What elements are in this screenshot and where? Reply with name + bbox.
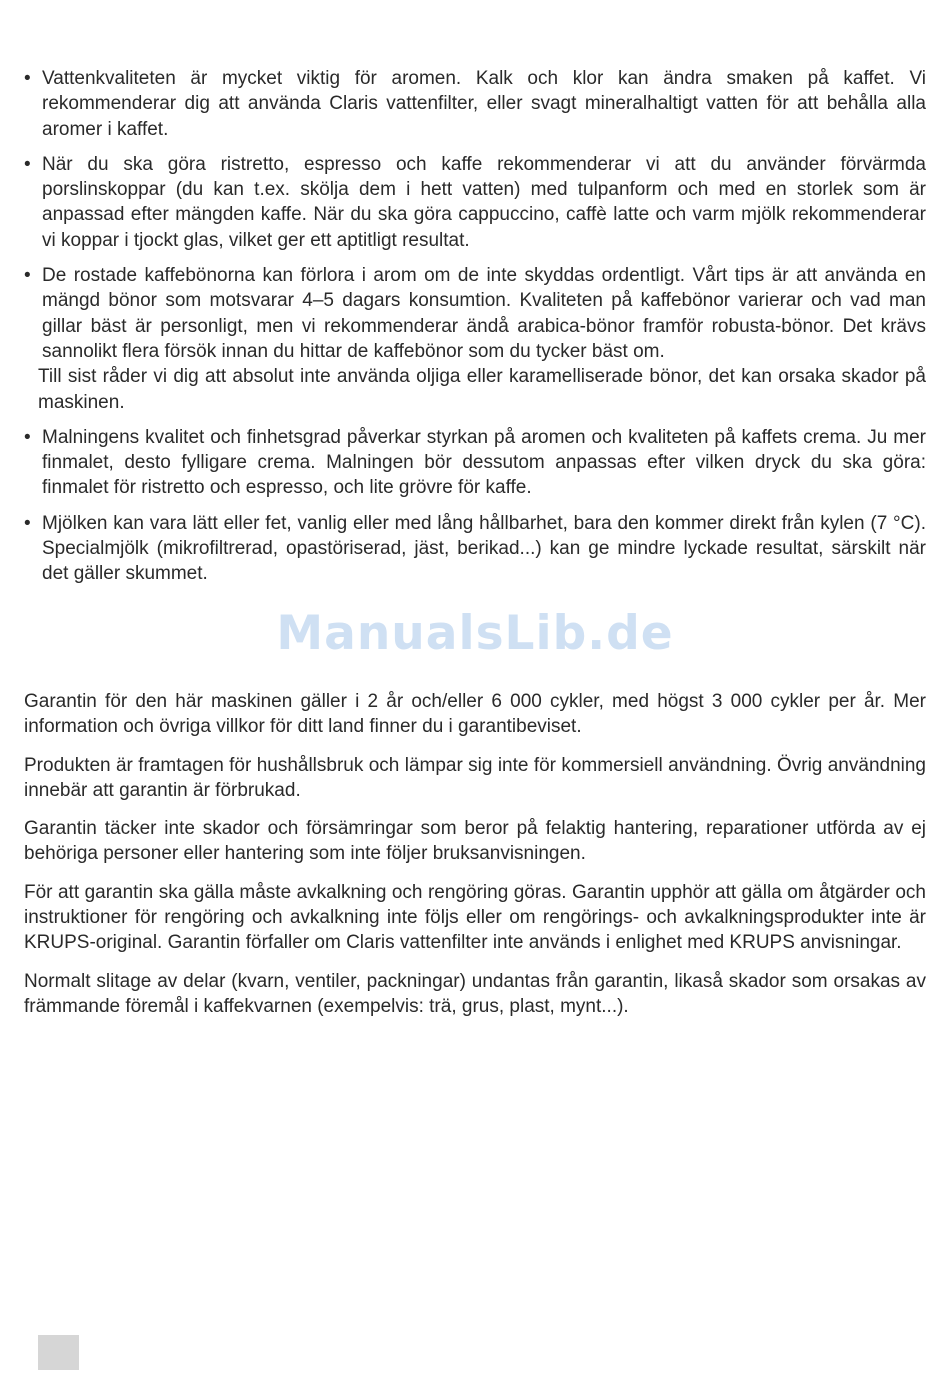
warranty-paragraph: För att garantin ska gälla måste avkalkning och rengöring göras. Garantin upphör att gälla om åtgärder och instruktioner för rengöring och avkalkning inte följs eller om rengörings- och avkalkningsprodukter inte är KRUPS-original. Garantin förfaller om Claris vattenfilter inte används i enlighet med KRUPS anvisningar. xyxy=(24,881,926,954)
tip-text: Vattenkvaliteten är mycket viktig för aromen. Kalk och klor kan ändra smaken på kaffet. Vi rekommenderar dig att använda Claris vattenfilter, eller svagt mineralhaltigt vatten för att behålla alla aromer i kaffet. xyxy=(42,68,926,140)
bullet-marker: • xyxy=(24,68,31,89)
watermark: ManualsLib.de xyxy=(276,606,674,661)
warranty-paragraph: Garantin täcker inte skador och försämringar som beror på felaktig hantering, reparationer utförda av ej behöriga personer eller hantering som inte följer bruksanvisningen. xyxy=(24,818,926,865)
tips-section xyxy=(24,66,926,597)
warranty-paragraph: Normalt slitage av delar (kvarn, ventiler, packningar) undantas från garantin, likaså skador som orsakas av främmande föremål i kaffekvarnen (exempelvis: trä, grus, plast, mynt...). xyxy=(24,970,926,1017)
warranty-paragraph: Garantin för den här maskinen gäller i 2 år och/eller 6 000 cykler, med högst 3 000 cykler per år. Mer information och övriga villkor för ditt land finner du i garantibeviset. xyxy=(24,691,926,738)
bullet-marker: • xyxy=(24,426,31,448)
warranty-paragraph: Produkten är framtagen för hushållsbruk och lämpar sig inte för kommersiell användning. Övrig användning innebär att garantin är förbrukad. xyxy=(24,754,926,801)
tip-text: Malningens kvalitet och finhetsgrad påverkar styrkan på aromen och kvaliteten på kaffets crema. Ju mer finmalet, desto fylligare crema. Malningen bör dessutom anpassas efter vilken dryck du ska göra: finmalet för ristretto och espresso, och lite grövre för kaffe. xyxy=(42,426,926,499)
tip-grinding xyxy=(24,425,926,501)
bullet-marker: • xyxy=(24,265,31,287)
tip-coffee-beans xyxy=(24,263,926,415)
tip-text: När du ska göra ristretto, espresso och kaffe rekommenderar vi att du använder förvärmda porslinskoppar (du kan t.ex. skölja dem i hett vatten) med tulpanform och med en storlek som är anpassad efter mängden kaffe. När du ska göra cappuccino, caffè latte och varm mjölk rekommenderar vi koppar i tjockt glas, vilket ger ett aptitligt resultat. xyxy=(42,153,926,251)
tip-continuation: Till sist råder vi dig att absolut inte använda oljiga eller karamelliserade bönor, det kan orsaka skador på maskinen. xyxy=(38,366,926,413)
tips-list xyxy=(24,66,926,587)
tip-cups xyxy=(24,152,926,253)
bullet-marker: • xyxy=(24,512,31,534)
page-number-box xyxy=(38,1335,79,1370)
bullet-marker: • xyxy=(24,153,31,175)
tip-text: De rostade kaffebönorna kan förlora i arom om de inte skyddas ordentligt. Vårt tips är att använda en mängd bönor som motsvarar 4–5 dagars konsumtion. Kvaliteten på kaffebönor varierar och vad man gillar bäst är personligt, men vi rekommenderar ändå arabica-bönor framför robusta-bönor. Det krävs sannolikt flera försök innan du hittar de kaffebönor som du tycker bäst om. xyxy=(42,265,926,362)
tip-water-quality xyxy=(24,66,926,142)
tip-text: Mjölken kan vara lätt eller fet, vanlig eller med lång hållbarhet, bara den kommer direkt från kylen (7 °C). Specialmjölk (mikrofiltrerad, opastöriserad, jäst, berikad...) kan ge mindre lyckade resultat, särskilt när det gäller skummet. xyxy=(42,512,926,585)
tip-milk xyxy=(24,511,926,587)
warranty-section xyxy=(24,689,926,1032)
